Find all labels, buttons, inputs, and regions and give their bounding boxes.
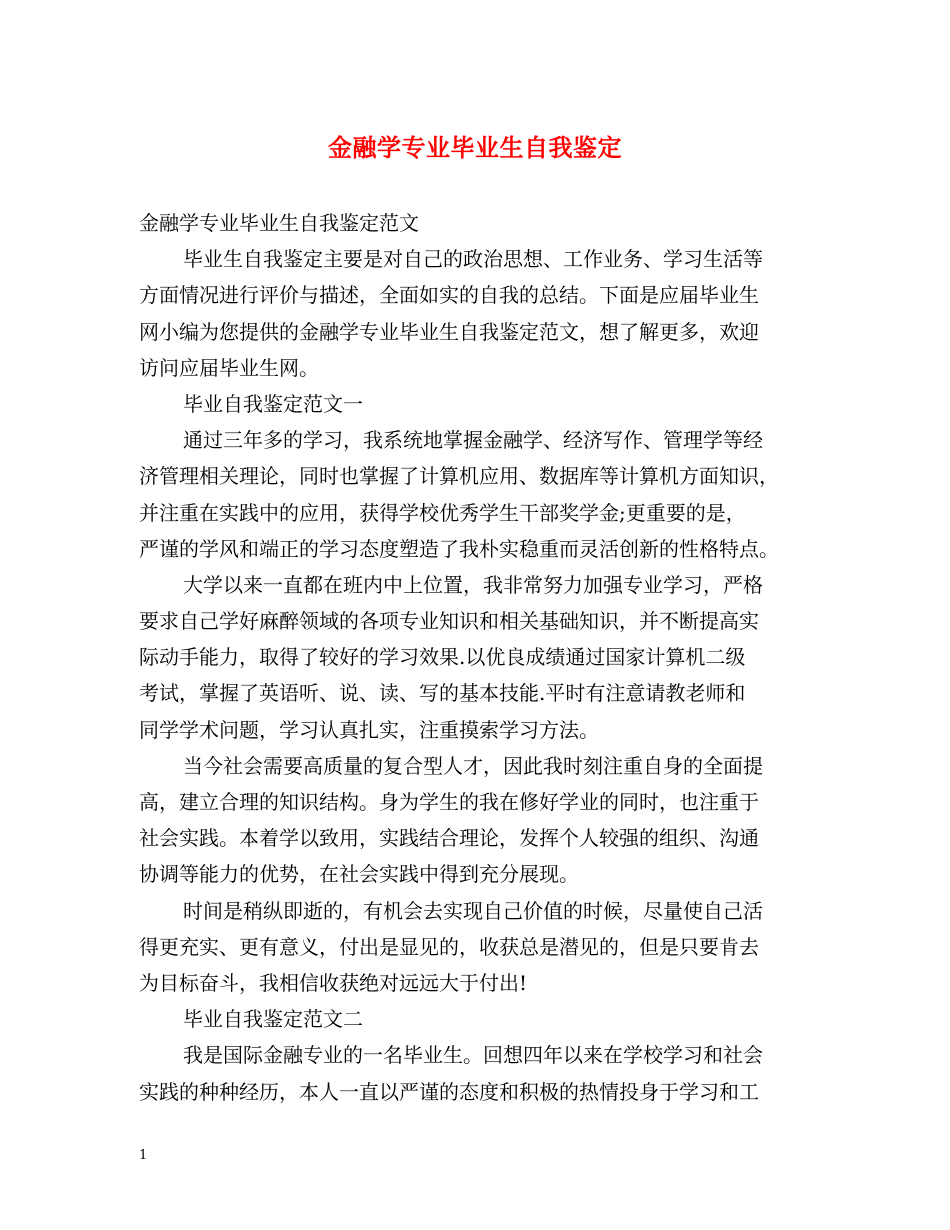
paragraph-line: 协调等能力的优势，在社会实践中得到充分展现。 <box>139 862 579 887</box>
paragraph-line: 大学以来一直都在班内中上位置，我非常努力加强专业学习，严格 <box>183 572 763 597</box>
paragraph-line: 济管理相关理论，同时也掌握了计算机应用、数据库等计算机方面知识， <box>139 464 779 489</box>
paragraph-line: 当今社会需要高质量的复合型人才，因此我时刻注重自身的全面提 <box>183 753 763 778</box>
paragraph-line: 实践的种种经历，本人一直以严谨的态度和积极的热情投身于学习和工 <box>139 1079 759 1104</box>
paragraph-line: 得更充实、更有意义，付出是显见的，收获总是潜见的，但是只要肯去 <box>139 934 759 959</box>
paragraph-line: 方面情况进行评价与描述，全面如实的自我的总结。下面是应届毕业生 <box>139 283 759 308</box>
paragraph-line: 网小编为您提供的金融学专业毕业生自我鉴定范文，想了解更多，欢迎 <box>139 319 759 344</box>
subtitle-line: 金融学专业毕业生自我鉴定范文 <box>139 211 419 235</box>
paragraph-line: 同学学术问题，学习认真扎实，注重摸索学习方法。 <box>139 717 599 742</box>
paragraph-line: 为目标奋斗，我相信收获绝对远远大于付出! <box>139 970 528 995</box>
document-body <box>139 205 819 1110</box>
paragraph-line: 访问应届毕业生网。 <box>139 355 319 380</box>
paragraph-line: 高，建立合理的知识结构。身为学生的我在修好学业的同时，也注重于 <box>139 790 759 814</box>
paragraph-line: 要求自己学好麻醉领域的各项专业知识和相关基础知识，并不断提高实 <box>139 609 759 634</box>
paragraph-line: 我是国际金融专业的一名毕业生。回想四年以来在学校学习和社会 <box>183 1043 763 1068</box>
paragraph-line: 并注重在实践中的应用，获得学校优秀学生干部奖学金;更重要的是， <box>139 500 746 525</box>
paragraph-line: 毕业生自我鉴定主要是对自己的政治思想、工作业务、学习生活等 <box>183 247 763 272</box>
paragraph-line: 社会实践。本着学以致用，实践结合理论，发挥个人较强的组织、沟通 <box>139 826 759 851</box>
paragraph-line: 严谨的学风和端正的学习态度塑造了我朴实稳重而灵活创新的性格特点。 <box>139 536 779 561</box>
document-title: 金融学专业毕业生自我鉴定 <box>328 133 622 162</box>
section-heading: 毕业自我鉴定范文二 <box>183 1007 363 1032</box>
paragraph-line: 考试，掌握了英语听、说、读、写的基本技能.平时有注意请教老师和 <box>139 681 746 706</box>
page-number: 1 <box>139 1148 148 1163</box>
paragraph-line: 时间是稍纵即逝的，有机会去实现自己价值的时候，尽量使自己活 <box>183 898 763 923</box>
paragraph-line: 通过三年多的学习，我系统地掌握金融学、经济写作、管理学等经 <box>183 428 763 453</box>
paragraph-line: 际动手能力，取得了较好的学习效果.以优良成绩通过国家计算机二级 <box>139 645 746 670</box>
section-heading: 毕业自我鉴定范文一 <box>183 391 363 416</box>
